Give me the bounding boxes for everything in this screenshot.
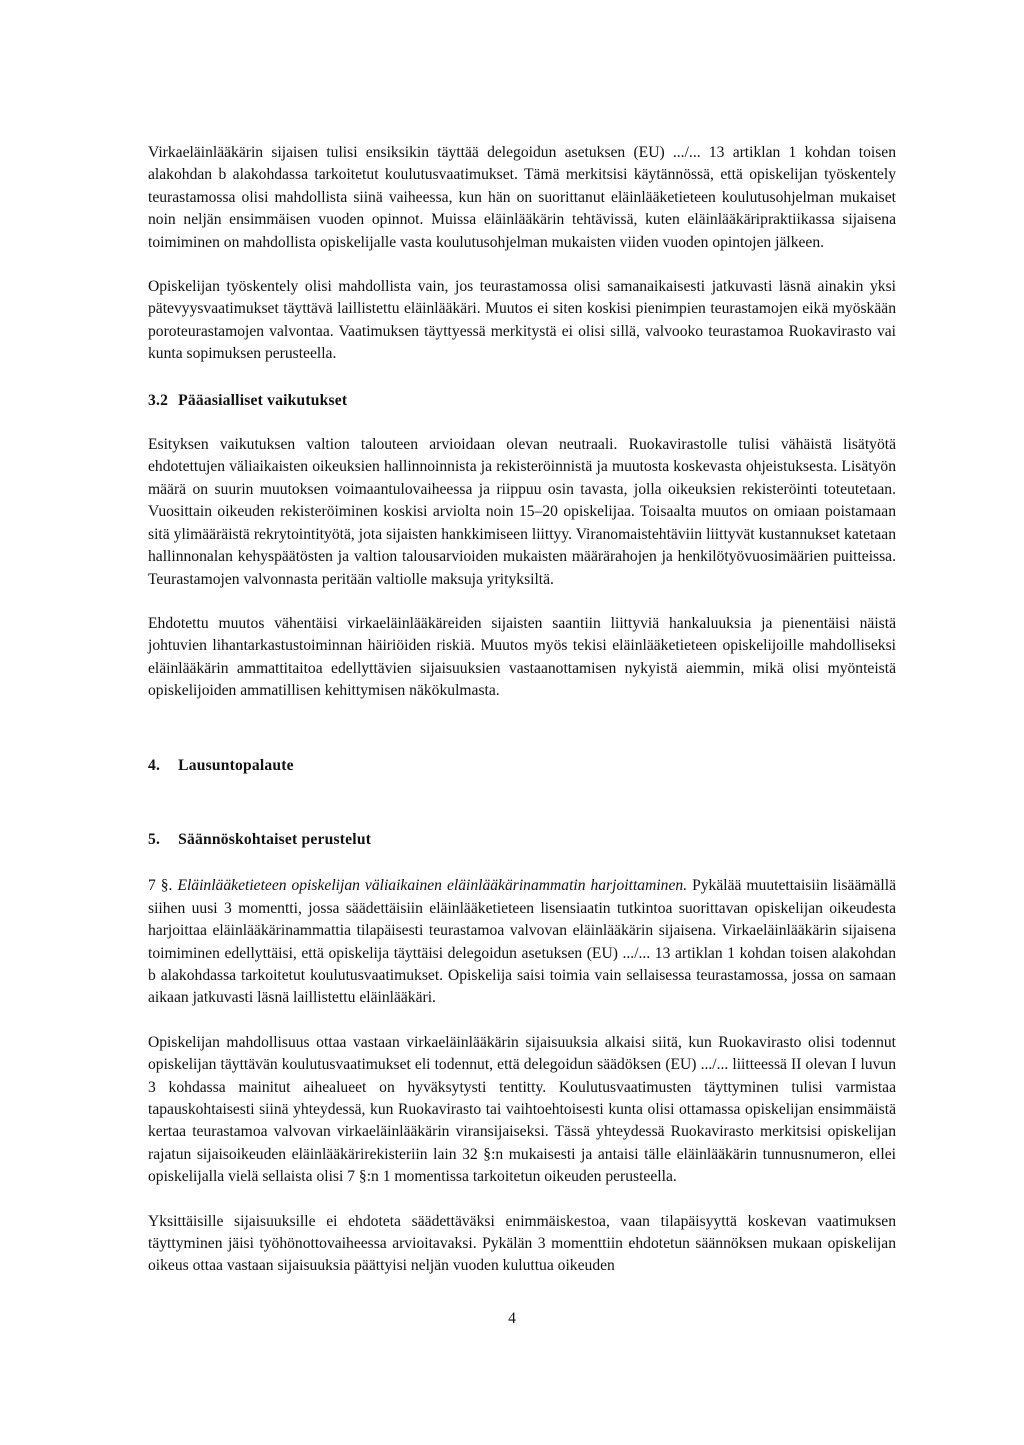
heading-detailed-rationale-number: 5. — [148, 830, 161, 848]
heading-main-impacts — [148, 390, 896, 412]
section-7-title: Eläinlääketieteen opiskelijan väliaikainen eläinlääkärinammatin harjoittaminen. — [177, 877, 688, 895]
page-number: 4 — [508, 1310, 516, 1327]
section-7-body: Pykälää muutettaisiin lisäämällä siihen uusi 3 momentti, jossa säädettäisiin eläinlääketieteen lisensiaatin tutkintoa suorittavan opiskelijan oikeudesta harjoittaa eläinlääkärinammattia tilapäisesti teurastamoa valvovan eläinlääkärin sijaisena. Virkaeläinlääkärin sijaisena toimiminen edellyttäisi, että opiskelija täyttäisi delegoidun asetuksen (EU) .../... 13 artiklan 1 kohdan toisen alakohdan b alakohdassa tarkoitetut koulutusvaatimukset. Opiskelija saisi toimia vain sellaisessa teurastamossa, jossa on samaan aikaan jatkuvasti läsnä laillistettu eläinlääkäri. — [148, 877, 897, 1007]
heading-detailed-rationale — [148, 829, 896, 851]
paragraph-opportunity-start: Opiskelijan mahdollisuus ottaa vastaan virkaeläinlääkärin sijaisuuksia alkaisi siitä, kun Ruokavirasto olisi todennut opiskelijan täyttävän koulutusvaatimukset eli todennut, että delegoidun säädöksen (EU) .../... liitteessä II olevan I luvun 3 kohdassa mainitut aihealueet on hyväksytysti tentitty. Koulutusvaatimusten täyttyminen tulisi varmistaa tapauskohtaisesti siinä yhteydessä, kun Ruokavirasto tai vaihtoehtoisesti kunta olisi ottamassa opiskelijan ensimmäistä kertaa teurastamoa valvovan virkaeläinlääkärin viransijaiseksi. Tässä yhteydessä Ruokavirasto merkitsisi opiskelijan rajatun sijaisoikeuden eläinlääkärirekisteriin lain 32 §:n mukaisesti ja antaisi tälle eläinlääkärin tunnusnumeron, ellei opiskelijalla vielä sellaista olisi 7 §:n 1 momentissa tarkoitetun oikeuden perusteella. — [148, 1033, 896, 1186]
paragraph-section-7 — [148, 875, 896, 1009]
paragraph-benefits: Ehdotettu muutos vähentäisi virkaeläinlääkäreiden sijaisten saantiin liittyviä hankaluuksia ja pienentäisi näistä johtuvien lihantarkastustoiminnan häiriöiden riskiä. Muutos myös tekisi eläinlääketieteen opiskelijoille mahdolliseksi eläinlääkärin ammattitaitoa edellyttävien sijaisuuksien vastaanottamisen nykyistä aiemmin, mikä olisi myönteistä opiskelijoiden ammatillisen kehittymisen näkökulmasta. — [148, 614, 896, 700]
heading-detailed-rationale-text: Säännöskohtaiset perustelut — [178, 830, 372, 848]
heading-feedback-number: 4. — [148, 756, 161, 774]
section-7-prefix: 7 §. — [148, 877, 173, 895]
document-page — [148, 142, 896, 1278]
paragraph-substitute-requirements: Virkaeläinlääkärin sijaisen tulisi ensiksikin täyttää delegoidun asetuksen (EU) .../... 13 artiklan 1 kohdan toisen alakohdan b alakohdassa tarkoitetut koulutusvaatimukset. Tämä merkitsisi käytännössä, että opiskelijan työskentely teurastamossa olisi mahdollista siinä vaiheessa, kun hän on suorittanut eläinlääketieteen koulutusohjelman mukaiset noin neljän ensimmäisen vuoden opinnot. Muissa eläinlääkärin tehtävissä, kuten eläinlääkäripraktiikassa sijaisena toimiminen on mahdollista opiskelijalle vasta koulutusohjelman mukaisten viiden vuoden opintojen jälkeen. — [148, 144, 896, 251]
heading-main-impacts-number: 3.2 — [148, 391, 169, 409]
heading-feedback-text: Lausuntopalaute — [178, 756, 294, 774]
paragraph-student-work-condition: Opiskelijan työskentely olisi mahdollista vain, jos teurastamossa olisi samanaikaisesti jatkuvasti läsnä ainakin yksi pätevyysvaatimukset täyttävä laillistettu eläinlääkäri. Muutos ei siten koskisi pienimpien teurastamojen eikä myöskään poroteurastamojen valvontaa. Vaatimuksen täyttyessä merkitystä ei olisi sillä, valvooko teurastamoa Ruokavirasto vai kunta sopimuksen perusteella. — [148, 278, 896, 363]
heading-main-impacts-text: Pääasialliset vaikutukset — [178, 391, 348, 409]
paragraph-individual-substitutions: Yksittäisille sijaisuuksille ei ehdoteta säädettäväksi enimmäiskestoa, vaan tilapäisyyttä koskevan vaatimuksen täyttyminen jäisi työhönottovaiheessa arvioitavaksi. Pykälän 3 momenttiin ehdotetun säännöksen mukaan opiskelijan oikeus ottaa vastaan sijaisuuksia päättyisi neljän vuoden kuluttua oikeuden — [148, 1212, 896, 1275]
paragraph-economic-impact: Esityksen vaikutuksen valtion talouteen arvioidaan olevan neutraali. Ruokavirastolle tulisi vähäistä lisätyötä ehdotettujen väliaikaisten oikeuksien hallinnoinnista ja rekisteröinnistä ja muutosta koskevasta ohjeistuksesta. Lisätyön määrä on suurin muutoksen voimaantulovaiheessa ja riippuu osin tavasta, jolla oikeuksien rekisteröinti toteutetaan. Vuosittain oikeuden rekisteröiminen koskisi arviolta noin 15–20 opiskelijaa. Toisaalta muutos on omiaan poistamaan sitä ylimääräistä rekrytointityötä, jota sijaisten hankkimiseen liittyy. Viranomaistehtäviin liittyvät kustannukset katetaan hallinnonalan kehyspäätösten ja valtion talousarvioiden mukaisten määrärahojen ja henkilötyövuosimäärien puitteissa. Teurastamojen valvonnasta peritään valtiolle maksuja yrityksiltä. — [148, 436, 896, 588]
heading-feedback — [148, 755, 896, 777]
